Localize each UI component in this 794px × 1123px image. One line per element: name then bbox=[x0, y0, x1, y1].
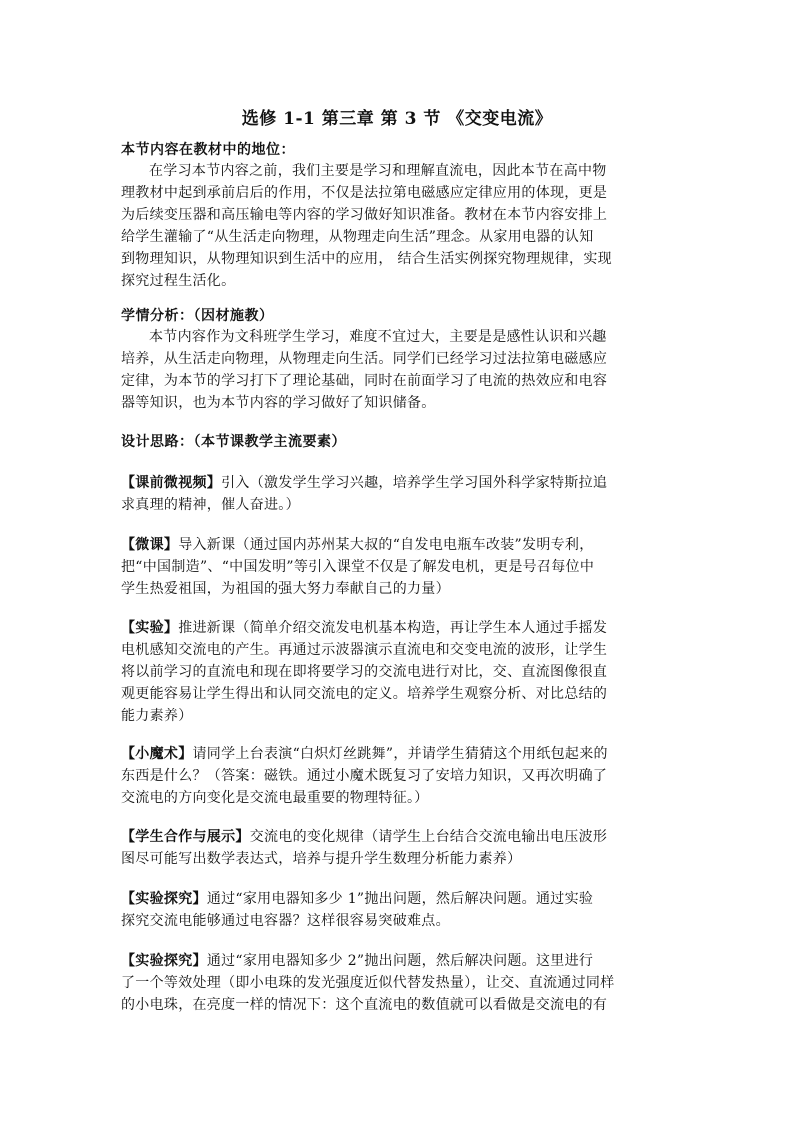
item-tag: 【学生合作与展示】 bbox=[121, 829, 250, 845]
paragraph-line: 在学习本节内容之前，我们主要是学习和理解直流电，因此本节在高中物 bbox=[149, 163, 607, 179]
item-tag: 【实验探究】 bbox=[121, 953, 207, 969]
item-text: 请同学上台表演“白炽灯丝跳舞”，并请学生猜猜这个用纸包起来的 bbox=[192, 746, 608, 762]
list-item-line: 交流电的方向变化是交流电最重要的物理特征。） bbox=[121, 790, 429, 806]
item-tag: 【小魔术】 bbox=[121, 746, 193, 762]
list-item-first-line bbox=[121, 534, 594, 554]
list-item-line: 将以前学习的直流电和现在即将要学习的交流电进行对比，交、直流图像很直 bbox=[121, 664, 608, 680]
item-text: 交流电的变化规律（请学生上台结合交流电输出电压波形 bbox=[249, 829, 608, 845]
item-tag: 【实验探究】 bbox=[121, 891, 207, 907]
list-item-first-line bbox=[121, 743, 608, 763]
paragraph-line: 本节内容作为文科班学生学习，难度不宜过大，主要是是感性认识和兴趣 bbox=[149, 329, 607, 345]
list-item-line: 学生热爱祖国，为祖国的强大努力奉献自己的力量） bbox=[121, 581, 450, 597]
paragraph-line: 理教材中起到承前启后的作用，不仅是法拉第电磁感应定律应用的体现，更是 bbox=[121, 185, 608, 201]
section-heading-analysis: 学情分析：（因材施教） bbox=[121, 308, 274, 324]
list-item-line: 探究交流电能够通过电容器？这样很容易突破难点。 bbox=[121, 913, 450, 929]
item-text: 通过“家用电器知多少 2”抛出问题，然后解决问题。这里进行 bbox=[206, 953, 594, 969]
list-item-line: 能力素养） bbox=[121, 708, 193, 724]
paragraph-line: 培养，从生活走向物理，从物理走向生活。同学们已经学习过法拉第电磁感应 bbox=[121, 351, 608, 367]
item-tag: 【课前微视频】 bbox=[121, 475, 222, 491]
paragraph-line: 到物理知识，从物理知识到生活中的应用， 结合生活实例探究物理规律，实现 bbox=[121, 251, 612, 267]
paragraph-line: 探究过程生活化。 bbox=[121, 273, 236, 289]
paragraph-line: 定律，为本节的学习打下了理论基础，同时在前面学习了电流的热效应和电容 bbox=[121, 373, 608, 389]
list-item-line: 观更能容易让学生得出和认同交流电的定义。培养学生观察分析、对比总结的 bbox=[121, 686, 608, 702]
list-item-line: 求真理的精神，催人奋进。） bbox=[121, 497, 300, 513]
item-text: 推进新课（简单介绍交流发电机基本构造，再让学生本人通过手摇发 bbox=[178, 620, 608, 636]
list-item-line: 电机感知交流电的产生。再通过示波器演示直流电和交变电流的波形，让学生 bbox=[121, 642, 608, 658]
item-tag: 【微课】 bbox=[121, 537, 179, 553]
item-tag: 【实验】 bbox=[121, 620, 179, 636]
section-heading-design: 设计思路：（本节课教学主流要素） bbox=[121, 434, 346, 450]
list-item-first-line bbox=[121, 617, 607, 637]
list-item-first-line bbox=[121, 950, 593, 970]
section-heading-position: 本节内容在教材中的地位： bbox=[121, 142, 295, 158]
item-text: 通过“家用电器知多少 1”抛出问题，然后解决问题。通过实验 bbox=[206, 891, 594, 907]
list-item-line: 把“中国制造”、“中国发明”等引入课堂不仅是了解发电机，更是号召每位中 bbox=[121, 559, 595, 575]
item-text: 引入（激发学生学习兴趣，培养学生学习国外科学家特斯拉追 bbox=[221, 475, 608, 491]
list-item-line: 了一个等效处理（即小电珠的发光强度近似代替发热量），让交、直流通过同样 bbox=[121, 975, 615, 991]
list-item-line: 东西是什么？（答案：磁铁。通过小魔术既复习了安培力知识，又再次明确了 bbox=[121, 768, 608, 784]
list-item-first-line bbox=[121, 826, 607, 846]
item-text: 导入新课（通过国内苏州某大叔的“自发电电瓶车改装”发明专利， bbox=[178, 537, 594, 553]
list-item-line: 图尽可能写出数学表达式，培养与提升学生数理分析能力素养） bbox=[121, 851, 522, 867]
paragraph-line: 器等知识，也为本节内容的学习做好了知识储备。 bbox=[121, 395, 436, 411]
paragraph-line: 为后续变压器和高压输电等内容的学习做好知识准备。教材在本节内容安排上 bbox=[121, 207, 608, 223]
list-item-line: 的小电珠，在亮度一样的情况下：这个直流电的数值就可以看做是交流电的有 bbox=[121, 997, 608, 1013]
document-title: 选修 1-1 第三章 第 3 节 《交变电流》 bbox=[241, 109, 553, 129]
paragraph-line: 给学生灌输了“从生活走向物理，从物理走向生活”理念。从家用电器的认知 bbox=[121, 229, 594, 245]
list-item-first-line bbox=[121, 472, 607, 492]
list-item-first-line bbox=[121, 888, 593, 908]
